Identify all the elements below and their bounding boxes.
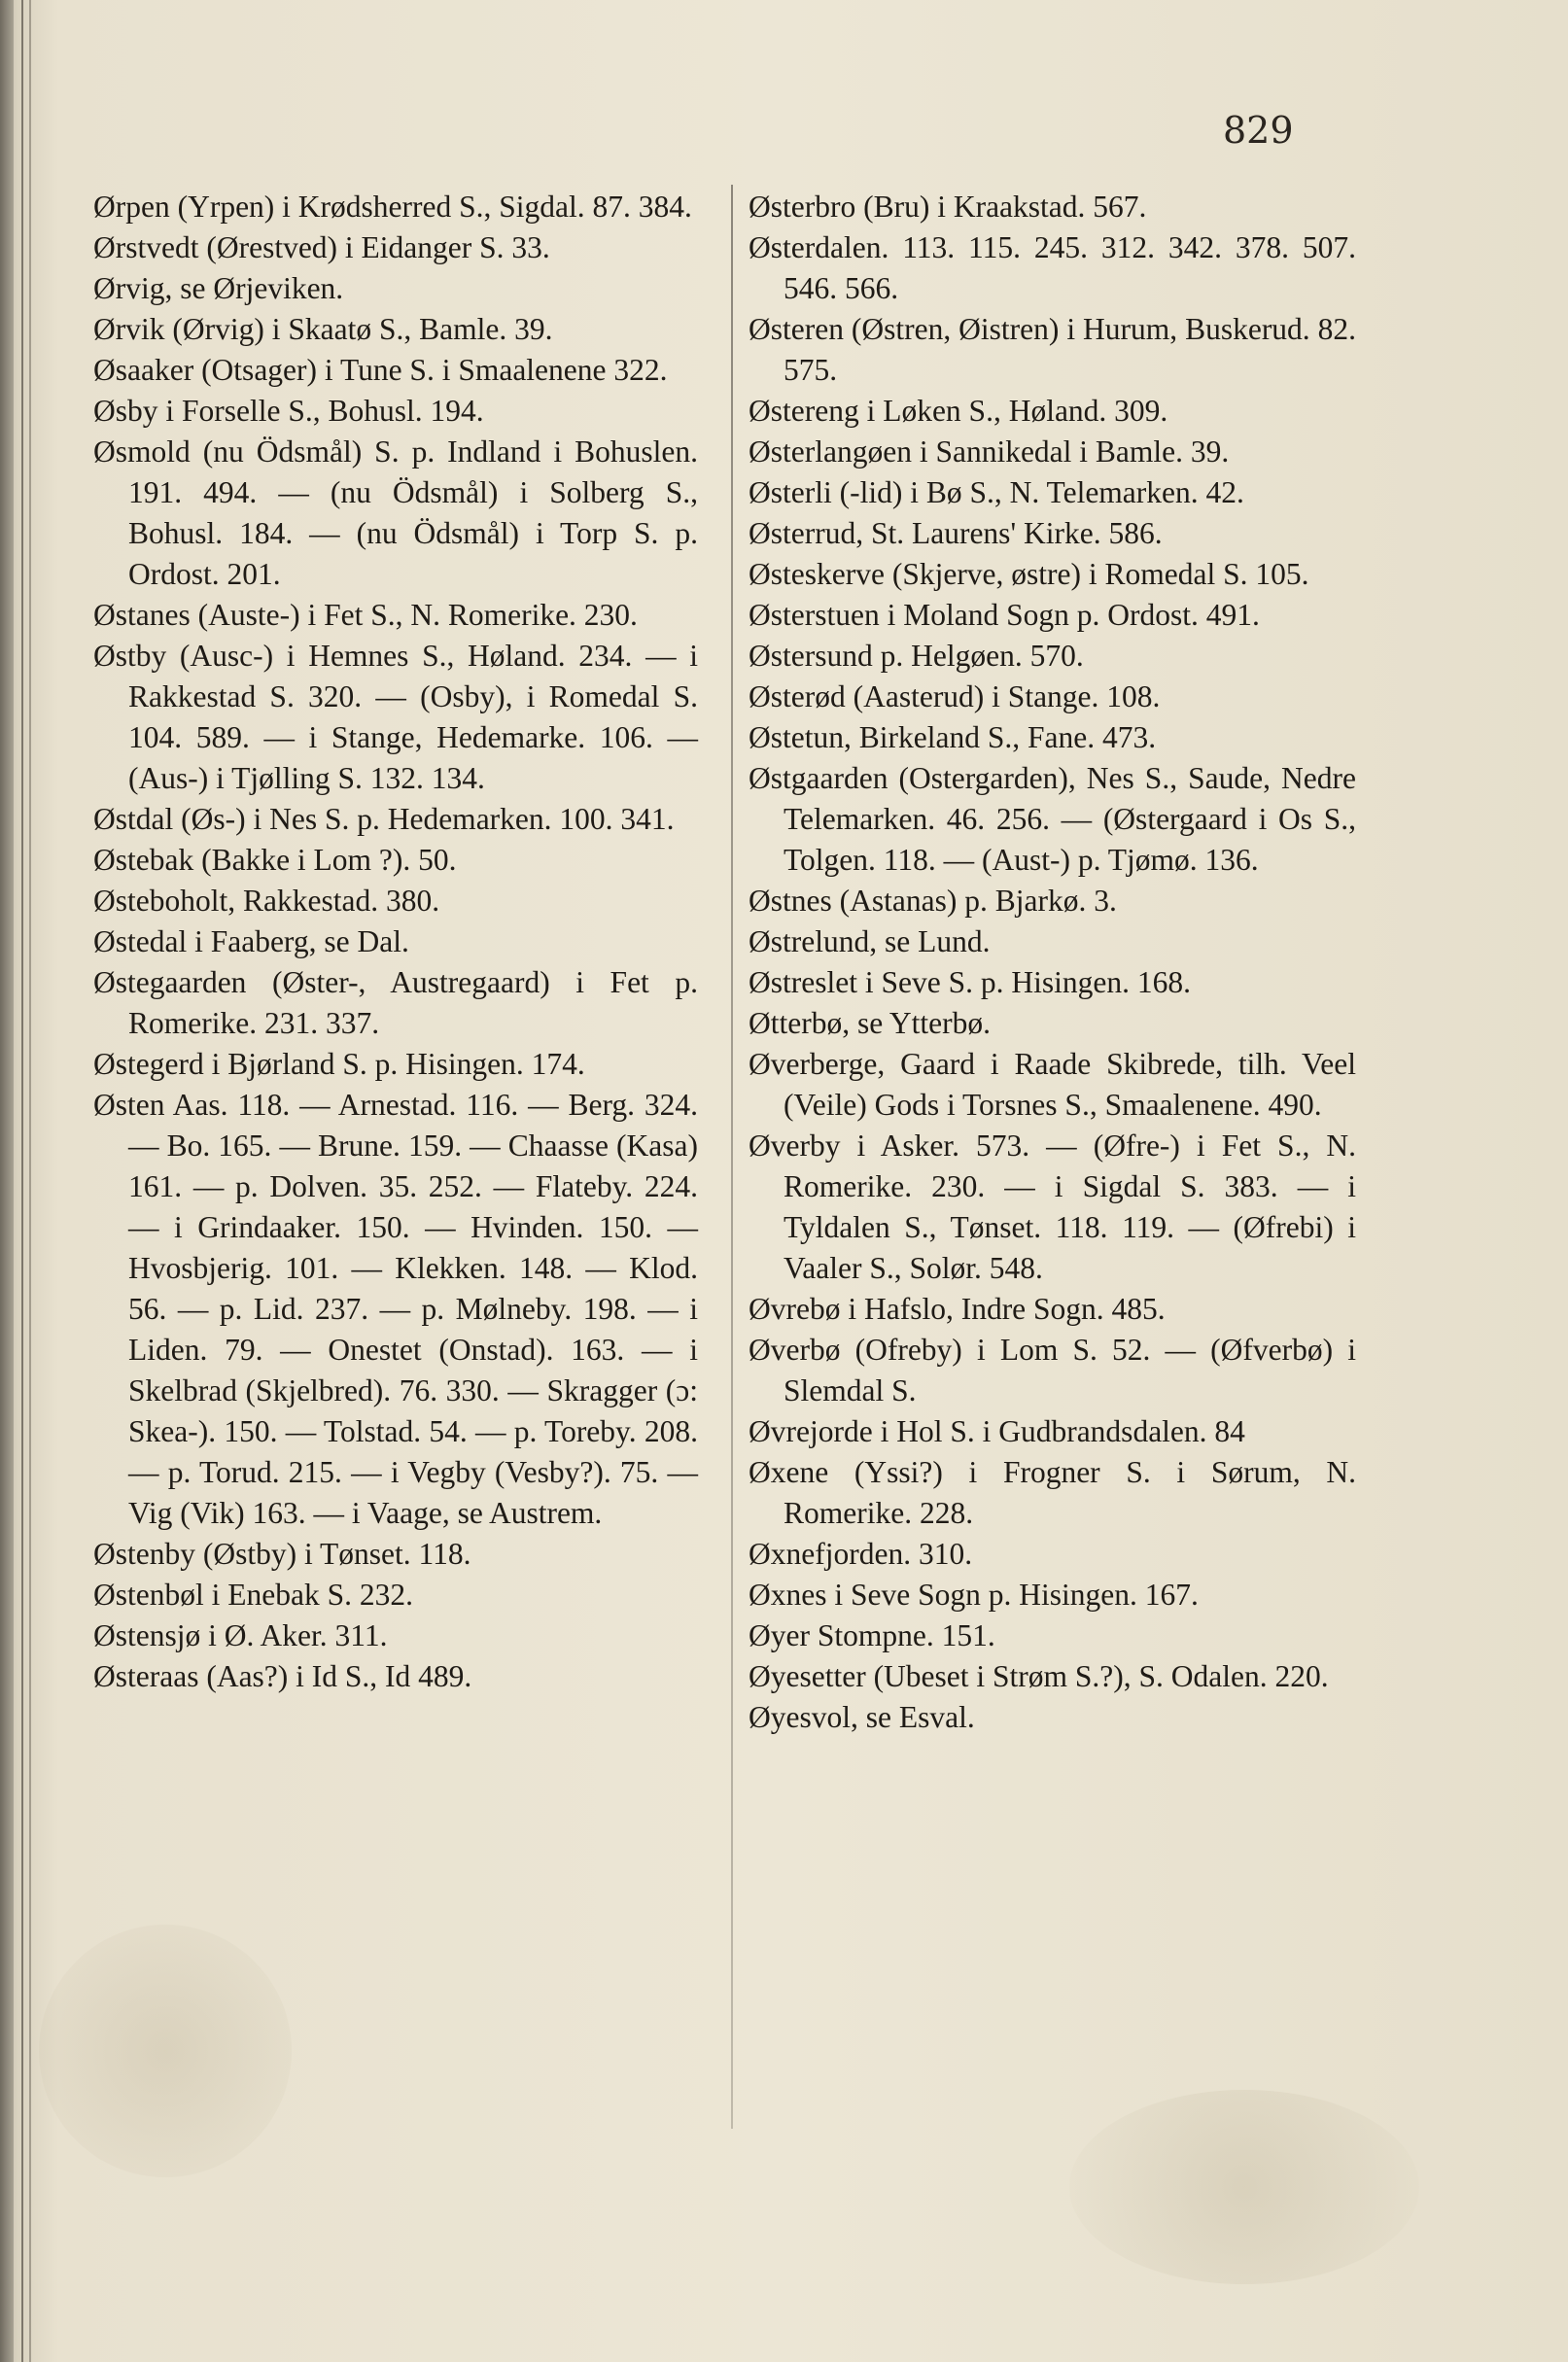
- index-entry: Øverby i Asker. 573. — (Øfre-) i Fet S., N. Romerike. 230. — i Sigdal S. 383. — i Tyldalen S., Tønset. 118. 119. — (Øfrebi) i Vaaler S., Solør. 548.: [749, 1129, 1356, 1285]
- index-entry: Ørvig, se Ørjeviken.: [93, 271, 344, 305]
- index-entry: Østrelund, se Lund.: [749, 924, 991, 958]
- index-entry: Østgaarden (Ostergarden), Nes S., Saude, Nedre Telemarken. 46. 256. — (Østergaard i Os S., Tolgen. 118. — (Aust-) p. Tjømø. 136.: [749, 761, 1356, 877]
- index-entry: Østebak (Bakke i Lom ?). 50.: [93, 843, 457, 877]
- binding-line: [21, 0, 23, 2362]
- index-entry: Østdal (Øs-) i Nes S. p. Hedemarken. 100. 341.: [93, 802, 675, 836]
- index-entry: Østenby (Østby) i Tønset. 118.: [93, 1537, 471, 1571]
- book-spine: [0, 0, 14, 2362]
- index-entry: Østeraas (Aas?) i Id S., Id 489.: [93, 1659, 472, 1693]
- index-entry: Østegerd i Bjørland S. p. Hisingen. 174.: [93, 1047, 585, 1081]
- index-entry: Øverbø (Ofreby) i Lom S. 52. — (Øfverbø) i Slemdal S.: [749, 1333, 1356, 1407]
- index-entry: Østetun, Birkeland S., Fane. 473.: [749, 720, 1157, 754]
- index-entry: Østeskerve (Skjerve, østre) i Romedal S. 105.: [749, 557, 1309, 591]
- index-entry: Øsaaker (Otsager) i Tune S. i Smaalenene 322.: [93, 353, 668, 387]
- index-entry: Øtterbø, se Ytterbø.: [749, 1006, 992, 1040]
- index-entry: Østerød (Aasterud) i Stange. 108.: [749, 679, 1161, 713]
- index-entry: Øsby i Forselle S., Bohusl. 194.: [93, 394, 484, 428]
- index-entry: Østen Aas. 118. — Arnestad. 116. — Berg. 324. — Bo. 165. — Brune. 159. — Chaasse (Kasa) 161. — p. Dolven. 35. 252. — Flateby. 224. — i Grindaaker. 150. — Hvinden. 150. — Hvosbjerig. 101. — Klekken. 148. — Klod. 56. — p. Lid. 237. — p. Mølneby. 198. — i Liden. 79. — Onestet (Onstad). 163. — i Skelbrad (Skjelbred). 76. 330. — Skragger (ɔ: Skea-). 150. — Tolstad. 54. — p. Toreby. 208. — p. Torud. 215. — i Vegby (Vesby?). 75. — Vig (Vik) 163. — i Vaage, se Austrem.: [93, 1088, 698, 1530]
- page-number: 829: [1223, 109, 1294, 152]
- index-entry: Øverberge, Gaard i Raade Skibrede, tilh. Veel (Veile) Gods i Torsnes S., Smaalenene. 490.: [749, 1047, 1356, 1122]
- index-entry: Østeren (Østren, Øistren) i Hurum, Buskerud. 82. 575.: [749, 312, 1356, 387]
- index-entry: Øxene (Yssi?) i Frogner S. i Sørum, N. Romerike. 228.: [749, 1455, 1356, 1530]
- index-entry: Øsmold (nu Ödsmål) S. p. Indland i Bohuslen. 191. 494. — (nu Ödsmål) i Solberg S., Bohusl. 184. — (nu Ödsmål) i Torp S. p. Ordost. 201.: [93, 434, 698, 591]
- index-entry: Østedal i Faaberg, se Dal.: [93, 924, 409, 958]
- index-entry: Østnes (Astanas) p. Bjarkø. 3.: [749, 884, 1117, 918]
- index-entry: Ørvik (Ørvig) i Skaatø S., Bamle. 39.: [93, 312, 553, 346]
- index-entry: Øvrebø i Hafslo, Indre Sogn. 485.: [749, 1292, 1166, 1326]
- right-column: [749, 187, 1356, 1738]
- index-entry: Øvrejorde i Hol S. i Gudbrandsdalen. 84: [749, 1414, 1245, 1448]
- index-entry: Østensjø i Ø. Aker. 311.: [93, 1618, 388, 1652]
- index-entry: Øyesvol, se Esval.: [749, 1700, 975, 1734]
- index-entry: Østenbøl i Enebak S. 232.: [93, 1578, 413, 1612]
- index-entry: Østerli (-lid) i Bø S., N. Telemarken. 42.: [749, 475, 1244, 509]
- index-entry: Østanes (Auste-) i Fet S., N. Romerike. 230.: [93, 598, 638, 632]
- index-entry: Østerlangøen i Sannikedal i Bamle. 39.: [749, 434, 1230, 469]
- index-entry: Østerstuen i Moland Sogn p. Ordost. 491.: [749, 598, 1260, 632]
- index-entry: Øxnes i Seve Sogn p. Hisingen. 167.: [749, 1578, 1199, 1612]
- column-divider: [731, 185, 733, 2129]
- index-entry: Øxnefjorden. 310.: [749, 1537, 973, 1571]
- paper-stain: [1069, 2090, 1419, 2284]
- index-entry: Østreslet i Seve S. p. Hisingen. 168.: [749, 965, 1191, 999]
- index-entry: Østegaarden (Øster-, Austregaard) i Fet p. Romerike. 231. 337.: [93, 965, 698, 1040]
- index-entry: Østerrud, St. Laurens' Kirke. 586.: [749, 516, 1163, 550]
- index-entry: Ørpen (Yrpen) i Krødsherred S., Sigdal. 87. 384.: [93, 190, 692, 224]
- paper-stain: [39, 1925, 292, 2177]
- index-entry: Østerdalen. 113. 115. 245. 312. 342. 378. 507. 546. 566.: [749, 230, 1356, 305]
- binding-line: [29, 0, 31, 2362]
- index-entry: Østerbro (Bru) i Kraakstad. 567.: [749, 190, 1147, 224]
- index-entry: Øyesetter (Ubeset i Strøm S.?), S. Odalen. 220.: [749, 1659, 1329, 1693]
- left-column: [93, 187, 698, 1697]
- index-entry: Østereng i Løken S., Høland. 309.: [749, 394, 1168, 428]
- index-entry: Øyer Stompne. 151.: [749, 1618, 995, 1652]
- index-entry: Østersund p. Helgøen. 570.: [749, 639, 1084, 673]
- index-entry: Østby (Ausc-) i Hemnes S., Høland. 234. — i Rakkestad S. 320. — (Osby), i Romedal S. 104. 589. — i Stange, Hedemarke. 106. — (Aus-) i Tjølling S. 132. 134.: [93, 639, 698, 795]
- index-entry: Østeboholt, Rakkestad. 380.: [93, 884, 440, 918]
- index-entry: Ørstvedt (Ørestved) i Eidanger S. 33.: [93, 230, 550, 264]
